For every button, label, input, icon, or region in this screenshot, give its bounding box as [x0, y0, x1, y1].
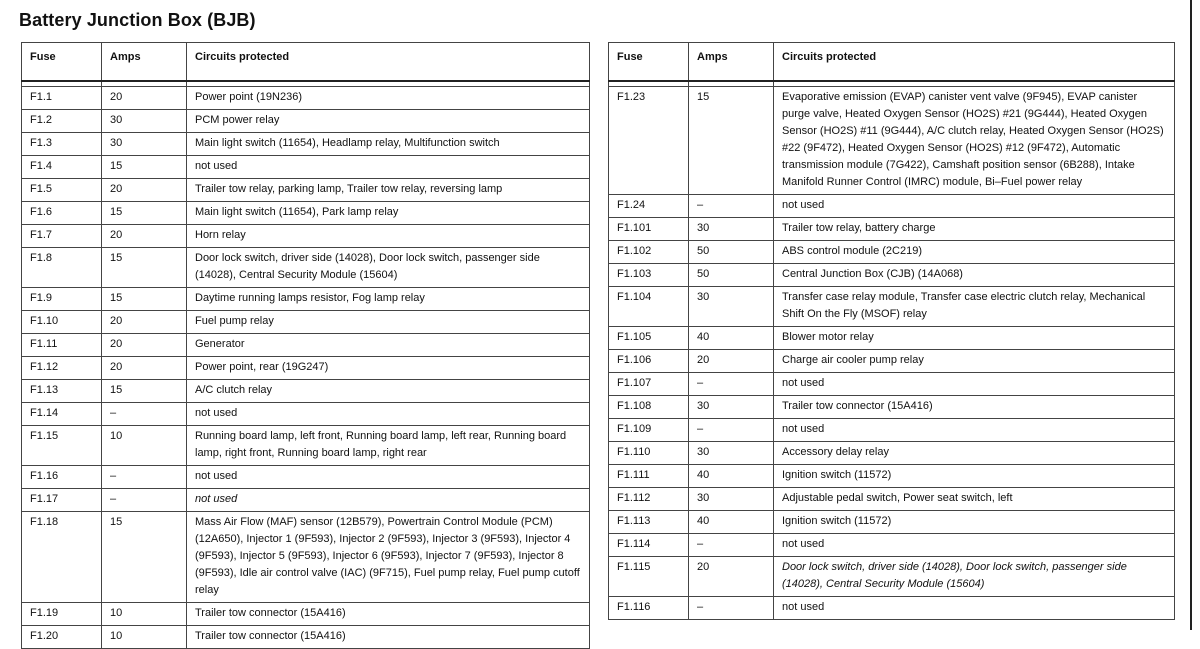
table-row [609, 87, 1175, 195]
fuse-cell: F1.15 [22, 426, 102, 466]
amps-cell: – [102, 466, 187, 489]
fuse-cell: F1.12 [22, 357, 102, 380]
circuits-cell: Mass Air Flow (MAF) sensor (12B579), Powertrain Control Module (PCM) (12A650), Injector 1 (9F593), Injector 2 (9F593), Injector 3 (9F593), Injector 4 (9F593), Injector 5 (9F593), Injector 6 (9F593), Injector 7 (9F593), Injector 8 (9F593), Idle air control valve (IAC) (9F715), Fuel pump relay, Fuel pump cutoff relay [187, 512, 590, 603]
amps-cell: 40 [689, 465, 774, 488]
table-row [22, 357, 590, 380]
page-edge-divider [1190, 0, 1192, 630]
amps-cell: 30 [689, 442, 774, 465]
amps-cell: 50 [689, 264, 774, 287]
amps-cell: 15 [102, 288, 187, 311]
amps-cell: – [689, 373, 774, 396]
header-circuits: Circuits protected [774, 43, 1175, 82]
circuits-cell: not used [187, 489, 590, 512]
fuse-cell: F1.104 [609, 287, 689, 327]
circuits-cell: not used [774, 419, 1175, 442]
amps-cell: 30 [689, 287, 774, 327]
fuse-cell: F1.102 [609, 241, 689, 264]
fuse-cell: F1.10 [22, 311, 102, 334]
fuse-cell: F1.6 [22, 202, 102, 225]
amps-cell: 20 [102, 311, 187, 334]
circuits-cell: Blower motor relay [774, 327, 1175, 350]
table-row [609, 442, 1175, 465]
circuits-cell: not used [774, 597, 1175, 620]
fuse-cell: F1.112 [609, 488, 689, 511]
table-row [609, 327, 1175, 350]
circuits-cell: Charge air cooler pump relay [774, 350, 1175, 373]
amps-cell: 40 [689, 327, 774, 350]
fuse-cell: F1.110 [609, 442, 689, 465]
table-row [22, 426, 590, 466]
table-row [22, 603, 590, 626]
amps-cell: 30 [102, 133, 187, 156]
fuse-cell: F1.113 [609, 511, 689, 534]
fuse-cell: F1.7 [22, 225, 102, 248]
circuits-cell: Transfer case relay module, Transfer case electric clutch relay, Mechanical Shift On the Fly (MSOF) relay [774, 287, 1175, 327]
amps-cell: 20 [689, 557, 774, 597]
table-row [609, 396, 1175, 419]
amps-cell: 20 [689, 350, 774, 373]
header-amps: Amps [689, 43, 774, 82]
amps-cell: 20 [102, 225, 187, 248]
table-row [609, 465, 1175, 488]
header-amps: Amps [102, 43, 187, 82]
circuits-cell: not used [774, 534, 1175, 557]
circuits-cell: A/C clutch relay [187, 380, 590, 403]
amps-cell: 30 [102, 110, 187, 133]
amps-cell: – [689, 534, 774, 557]
fuse-cell: F1.20 [22, 626, 102, 649]
fuse-cell: F1.8 [22, 248, 102, 288]
table-row [22, 512, 590, 603]
fuse-cell: F1.24 [609, 195, 689, 218]
table-header-row [609, 43, 1175, 82]
amps-cell: 15 [102, 512, 187, 603]
amps-cell: 20 [102, 87, 187, 110]
table-header-row [22, 43, 590, 82]
header-fuse: Fuse [609, 43, 689, 82]
amps-cell: 30 [689, 218, 774, 241]
circuits-cell: Main light switch (11654), Park lamp relay [187, 202, 590, 225]
fuse-cell: F1.9 [22, 288, 102, 311]
table-row [22, 133, 590, 156]
table-row [22, 87, 590, 110]
circuits-cell: Ignition switch (11572) [774, 465, 1175, 488]
circuits-cell: Running board lamp, left front, Running board lamp, left rear, Running board lamp, right front, Running board lamp, right rear [187, 426, 590, 466]
table-row [609, 373, 1175, 396]
circuits-cell: Horn relay [187, 225, 590, 248]
amps-cell: 30 [689, 396, 774, 419]
fuse-cell: F1.106 [609, 350, 689, 373]
circuits-cell: Main light switch (11654), Headlamp relay, Multifunction switch [187, 133, 590, 156]
amps-cell: – [689, 419, 774, 442]
fuse-cell: F1.103 [609, 264, 689, 287]
amps-cell: 10 [102, 626, 187, 649]
circuits-cell: Ignition switch (11572) [774, 511, 1175, 534]
fuse-cell: F1.109 [609, 419, 689, 442]
table-row [22, 248, 590, 288]
amps-cell: 20 [102, 179, 187, 202]
fuse-cell: F1.17 [22, 489, 102, 512]
table-row [609, 511, 1175, 534]
fuse-cell: F1.19 [22, 603, 102, 626]
table-row [22, 489, 590, 512]
table-row [22, 380, 590, 403]
table-row [22, 225, 590, 248]
table-row [22, 156, 590, 179]
table-row [609, 264, 1175, 287]
circuits-cell: Daytime running lamps resistor, Fog lamp relay [187, 288, 590, 311]
table-row [609, 241, 1175, 264]
fuse-cell: F1.13 [22, 380, 102, 403]
amps-cell: – [102, 403, 187, 426]
circuits-cell: not used [187, 156, 590, 179]
table-row [22, 110, 590, 133]
table-row [609, 287, 1175, 327]
circuits-cell: Power point, rear (19G247) [187, 357, 590, 380]
circuits-cell: Trailer tow relay, battery charge [774, 218, 1175, 241]
fuse-cell: F1.5 [22, 179, 102, 202]
table-row [22, 311, 590, 334]
amps-cell: 20 [102, 334, 187, 357]
amps-cell: – [689, 597, 774, 620]
fuse-cell: F1.114 [609, 534, 689, 557]
amps-cell: 50 [689, 241, 774, 264]
table-row [609, 218, 1175, 241]
circuits-cell: Fuel pump relay [187, 311, 590, 334]
table-row [609, 557, 1175, 597]
fuse-table-left [21, 42, 590, 649]
header-fuse: Fuse [22, 43, 102, 82]
table-row [609, 419, 1175, 442]
fuse-cell: F1.105 [609, 327, 689, 350]
table-row [609, 350, 1175, 373]
page-title: Battery Junction Box (BJB) [19, 10, 256, 30]
amps-cell: 20 [102, 357, 187, 380]
amps-cell: 10 [102, 603, 187, 626]
fuse-cell: F1.23 [609, 87, 689, 195]
circuits-cell: Evaporative emission (EVAP) canister vent valve (9F945), EVAP canister purge valve, Heated Oxygen Sensor (HO2S) #21 (9G444), Heated Oxygen Sensor (HO2S) #11 (9G444), A/C clutch relay, Heated Oxygen Sensor (HO2S) #22 (9F472), Heated Oxygen Sensor (HO2S) #12 (9F472), Automatic transmission module (7G422), Camshaft position sensor (6B288), Intake Manifold Runner Control (IMRC) module, Bi–Fuel power relay [774, 87, 1175, 195]
amps-cell: – [689, 195, 774, 218]
fuse-cell: F1.107 [609, 373, 689, 396]
fuse-cell: F1.18 [22, 512, 102, 603]
fuse-cell: F1.16 [22, 466, 102, 489]
table-row [22, 202, 590, 225]
amps-cell: 15 [102, 380, 187, 403]
fuse-table-right [608, 42, 1175, 620]
fuse-cell: F1.108 [609, 396, 689, 419]
fuse-cell: F1.11 [22, 334, 102, 357]
fuse-cell: F1.111 [609, 465, 689, 488]
fuse-cell: F1.14 [22, 403, 102, 426]
circuits-cell: Trailer tow connector (15A416) [187, 603, 590, 626]
circuits-cell: Door lock switch, driver side (14028), Door lock switch, passenger side (14028), Central Security Module (15604) [774, 557, 1175, 597]
amps-cell: 10 [102, 426, 187, 466]
table-row [609, 195, 1175, 218]
amps-cell: – [102, 489, 187, 512]
table-row [22, 179, 590, 202]
amps-cell: 15 [102, 156, 187, 179]
table-row [609, 597, 1175, 620]
circuits-cell: not used [774, 195, 1175, 218]
fuse-cell: F1.2 [22, 110, 102, 133]
fuse-cell: F1.4 [22, 156, 102, 179]
circuits-cell: Power point (19N236) [187, 87, 590, 110]
circuits-cell: not used [187, 403, 590, 426]
circuits-cell: not used [774, 373, 1175, 396]
amps-cell: 15 [102, 248, 187, 288]
circuits-cell: Generator [187, 334, 590, 357]
table-row [22, 288, 590, 311]
fuse-cell: F1.115 [609, 557, 689, 597]
amps-cell: 40 [689, 511, 774, 534]
circuits-cell: PCM power relay [187, 110, 590, 133]
circuits-cell: ABS control module (2C219) [774, 241, 1175, 264]
circuits-cell: Trailer tow connector (15A416) [774, 396, 1175, 419]
amps-cell: 30 [689, 488, 774, 511]
circuits-cell: Adjustable pedal switch, Power seat switch, left [774, 488, 1175, 511]
amps-cell: 15 [102, 202, 187, 225]
table-row [609, 534, 1175, 557]
fuse-cell: F1.116 [609, 597, 689, 620]
table-row [22, 626, 590, 649]
circuits-cell: Trailer tow relay, parking lamp, Trailer tow relay, reversing lamp [187, 179, 590, 202]
fuse-cell: F1.101 [609, 218, 689, 241]
circuits-cell: Trailer tow connector (15A416) [187, 626, 590, 649]
circuits-cell: not used [187, 466, 590, 489]
table-row [22, 466, 590, 489]
circuits-cell: Door lock switch, driver side (14028), Door lock switch, passenger side (14028), Central Security Module (15604) [187, 248, 590, 288]
circuits-cell: Accessory delay relay [774, 442, 1175, 465]
header-circuits: Circuits protected [187, 43, 590, 82]
fuse-cell: F1.3 [22, 133, 102, 156]
table-row [22, 334, 590, 357]
table-row [609, 488, 1175, 511]
fuse-cell: F1.1 [22, 87, 102, 110]
amps-cell: 15 [689, 87, 774, 195]
table-row [22, 403, 590, 426]
circuits-cell: Central Junction Box (CJB) (14A068) [774, 264, 1175, 287]
